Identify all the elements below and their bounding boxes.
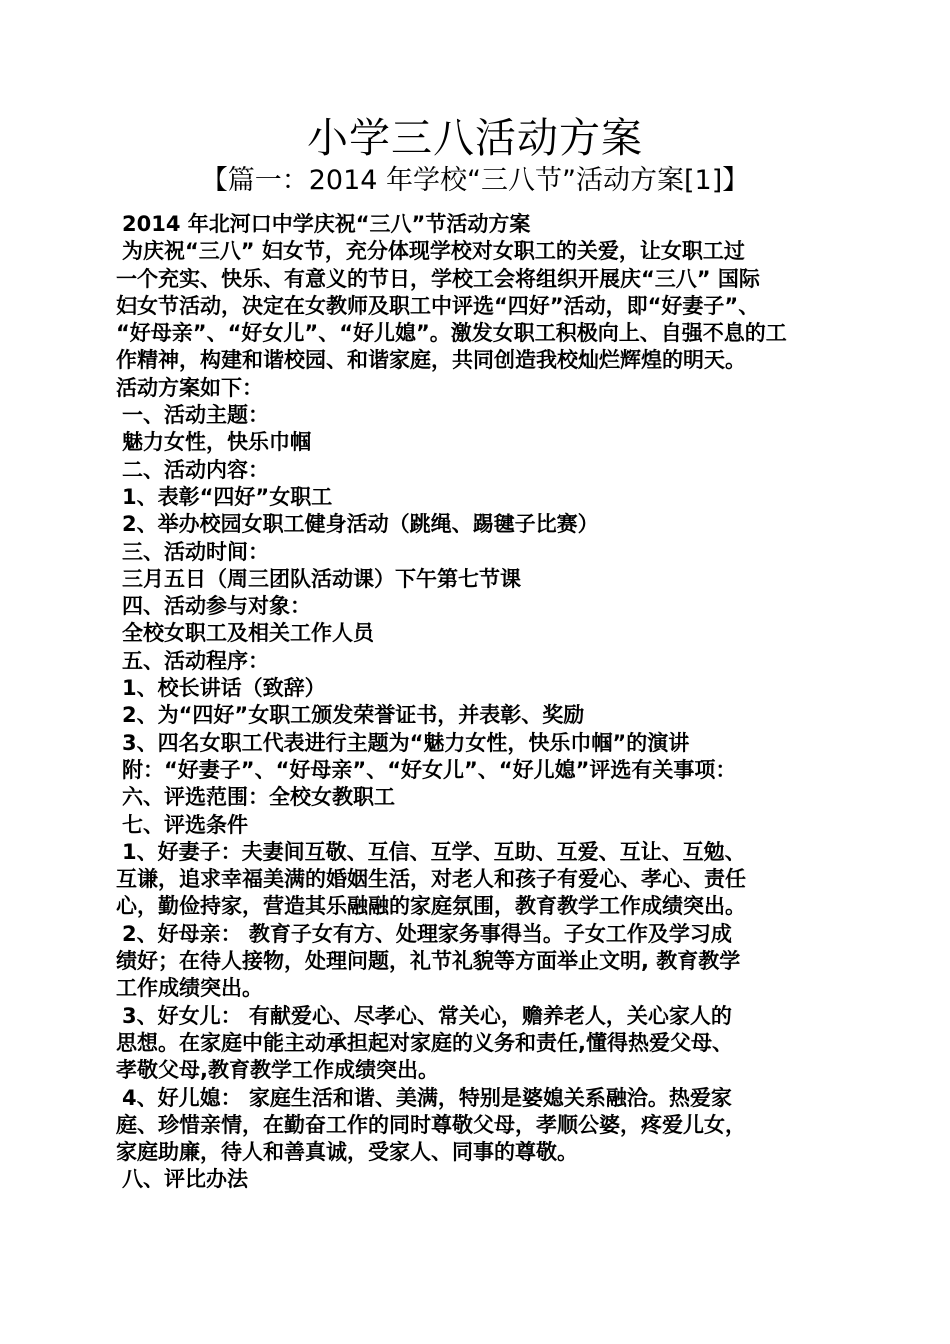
section-heading: 二、活动内容： bbox=[122, 457, 269, 482]
list-item: 2、为“四好”女职工颁发荣誉证书，并表彰、奖励 bbox=[122, 703, 585, 728]
document-title: 小学三八活动方案 bbox=[307, 114, 643, 162]
body-line: 孝敬父母,教育教学工作成绩突出。 bbox=[116, 1058, 439, 1083]
body-line: 全校女职工及相关工作人员 bbox=[122, 621, 374, 646]
body-line: 作精神，构建和谐校园、和谐家庭，共同创造我校灿烂辉煌的明天。 bbox=[116, 348, 746, 373]
body-line: 庭、珍惜亲情，在勤奋工作的同时尊敬父母，孝顺公婆，疼爱儿女， bbox=[116, 1112, 746, 1137]
body-line: 心，勤俭持家，营造其乐融融的家庭氛围，教育教学工作成绩突出。 bbox=[116, 894, 746, 919]
body-line: 2014 年北河口中学庆祝“三八”节活动方案 bbox=[122, 212, 531, 236]
section-heading: 五、活动程序： bbox=[122, 648, 269, 673]
section-heading: 四、活动参与对象： bbox=[122, 594, 311, 619]
body-line: 一个充实、快乐、有意义的节日，学校工会将组织开展庆“三八” 国际 bbox=[116, 266, 760, 291]
section-heading: 三、活动时间： bbox=[122, 539, 269, 564]
body-line: 魅力女性，快乐巾帼 bbox=[122, 430, 311, 455]
section-heading: 六、评选范围：全校女教职工 bbox=[122, 785, 395, 810]
body-line: 附：“好妻子”、“好母亲”、“好女儿”、“好儿媳”评选有关事项： bbox=[122, 757, 737, 782]
list-item: 3、好女儿： 有献爱心、尽孝心、常关心，赡养老人，关心家人的 bbox=[122, 1003, 732, 1028]
body-line: 为庆祝“三八” 妇女节，充分体现学校对女职工的关爱，让女职工过 bbox=[122, 239, 745, 264]
body-line: 工作成绩突出。 bbox=[116, 976, 263, 1001]
section-heading: 七、评选条件 bbox=[122, 812, 248, 837]
body-line: 互谦，追求幸福美满的婚姻生活，对老人和孩子有爱心、孝心、责任 bbox=[116, 867, 746, 892]
body-line: 妇女节活动，决定在女教师及职工中评选“四好”活动，即“好妻子”、 bbox=[116, 293, 760, 318]
document-subtitle: 【篇一：2014 年学校“三八节”活动方案[1]】 bbox=[200, 165, 750, 196]
body-line: 活动方案如下： bbox=[116, 375, 263, 400]
list-item: 1、好妻子：夫妻间互敬、互信、互学、互助、互爱、互让、互勉、 bbox=[122, 839, 746, 864]
body-line: 家庭助廉，待人和善真诚，受家人、同事的尊敬。 bbox=[116, 1140, 578, 1165]
list-item: 1、校长讲话（致辞） bbox=[122, 676, 326, 701]
document-body bbox=[116, 211, 842, 1194]
list-item: 2、好母亲： 教育子女有方、处理家务事得当。子女工作及学习成 bbox=[122, 921, 732, 946]
body-line: 三月五日（周三团队活动课）下午第七节课 bbox=[122, 566, 521, 591]
body-line: “好母亲”、“好女儿”、“好儿媳”。激发女职工积极向上、自强不息的工 bbox=[116, 321, 787, 346]
list-item: 1、表彰“四好”女职工 bbox=[122, 484, 333, 509]
list-item: 3、四名女职工代表进行主题为“魅力女性，快乐巾帼”的演讲 bbox=[122, 730, 690, 755]
section-heading: 八、评比办法 bbox=[122, 1167, 248, 1192]
body-line: 绩好；在待人接物，处理问题，礼节礼貌等方面举止文明, 教育教学 bbox=[116, 949, 741, 974]
section-heading: 一、活动主题： bbox=[122, 403, 269, 428]
list-item: 2、举办校园女职工健身活动（跳绳、踢毽子比赛） bbox=[122, 512, 599, 537]
body-line: 思想。在家庭中能主动承担起对家庭的义务和责任,懂得热爱父母、 bbox=[116, 1030, 733, 1055]
list-item: 4、好儿媳： 家庭生活和谐、美满，特别是婆媳关系融洽。热爱家 bbox=[122, 1085, 732, 1110]
